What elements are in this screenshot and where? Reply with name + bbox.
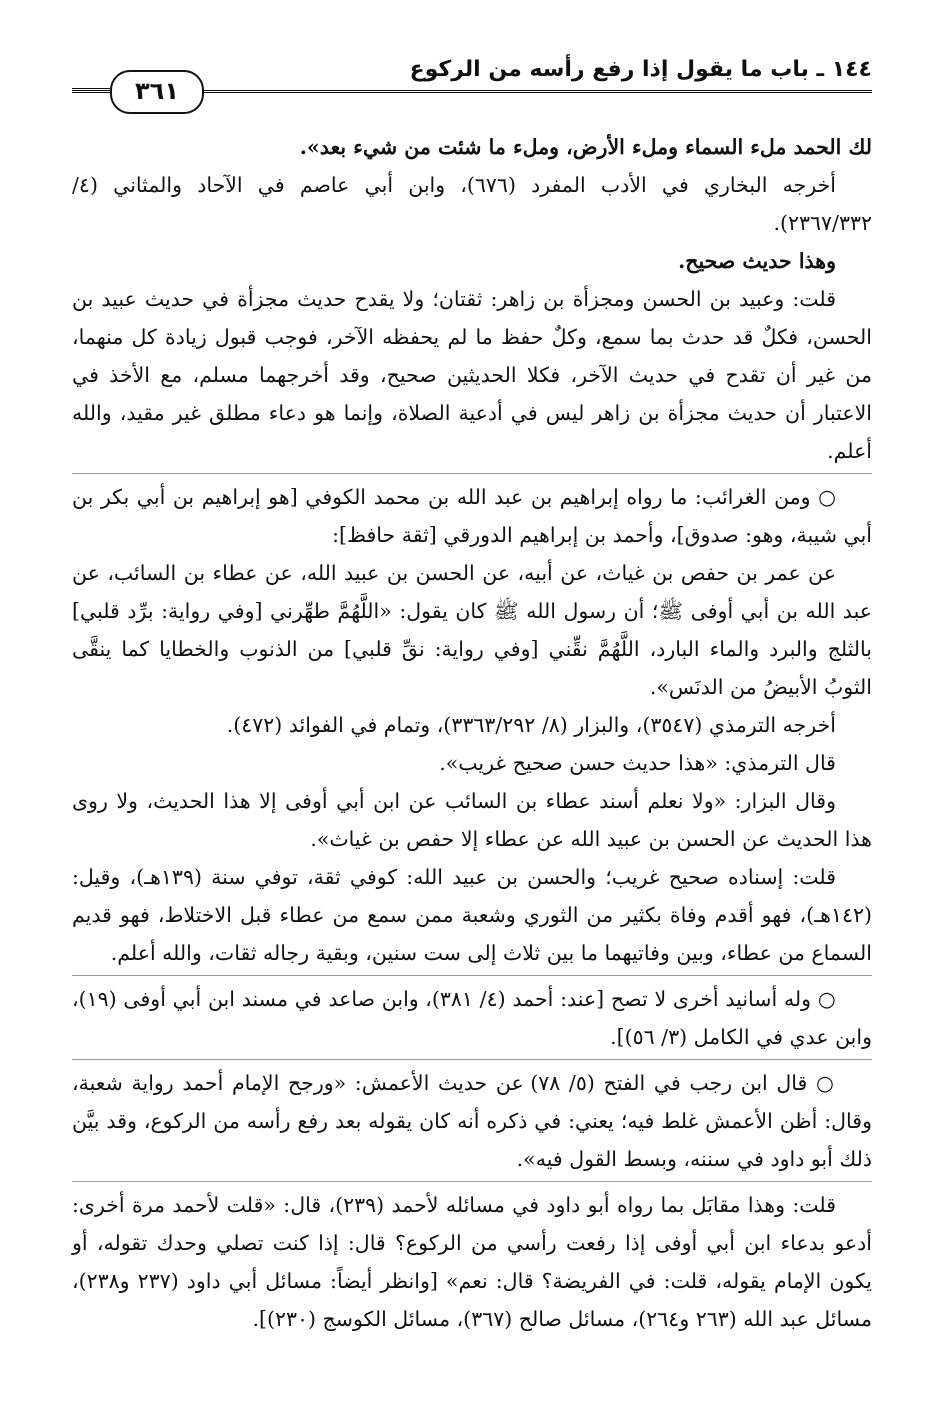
paragraph: ○ وله أسانيد أخرى لا تصح [عند: أحمد (٤/ ٣٨١)، وابن صاعد في مسند ابن أبي أوفى (١٩)، وابن عدي في الكامل (٣/ ٥٦)]. (72, 987, 872, 1049)
paragraph: أخرجه البخاري في الأدب المفرد (٦٧٦)، وابن أبي عاصم في الآحاد والمثاني (٤/ ٢٣٦٧/٣٣٢). (72, 173, 872, 235)
paragraph-divider (72, 975, 872, 976)
paragraph: ○ ومن الغرائب: ما رواه إبراهيم بن عبد الله بن محمد الكوفي [هو إبراهيم بن أبي بكر بن أبي شيبة، وهو: صدوق]، وأحمد بن إبراهيم الدورقي [ثقة حافظ]: (72, 485, 872, 547)
paragraph: وهذا حديث صحيح. (678, 249, 836, 273)
paragraph-divider (72, 473, 872, 474)
chapter-title: ١٤٤ ـ باب ما يقول إذا رفع رأسه من الركوع (409, 57, 872, 82)
header-left-ornament (72, 88, 110, 91)
paragraph: وقال البزار: «ولا نعلم أسند عطاء بن السائب عن ابن أبي أوفى إلا هذا الحديث، ولا روى هذا الحديث عن الحسن بن عبيد الله عن عطاء إلا حفص بن غياث». (72, 789, 872, 851)
paragraph: لك الحمد ملء السماء وملء الأرض، وملء ما شئت من شيء بعد». (299, 135, 872, 159)
paragraph: قلت: وعبيد بن الحسن ومجزأة بن زاهر: ثقتان؛ ولا يقدح حديث مجزأة في حديث عبيد بن الحسن، فكلٌ قد حدث بما سمع، وكلٌ حفظ ما لم يحفظه الآخر، فوجب قبول زيادة كل منهما، من غير أن تقدح في حديث الآخر، فكلا الحديثين صحيح، وقد أخرجهما مسلم، مع الأخذ في الاعتبار أن حديث مجزأة بن زاهر ليس في أدعية الصلاة، وإنما هو دعاء مطلق غير مقيد، والله أعلم. (72, 287, 872, 463)
paragraph: قلت: إسناده صحيح غريب؛ والحسن بن عبيد الله: كوفي ثقة، توفي سنة (١٣٩هـ)، وقيل: (١٤٢هـ)، فهو أقدم وفاة بكثير من الثوري وشعبة ممن سمع من عطاء قبل الاختلاط، فهو قديم السماع من عطاء، وبين وفاتيهما ما بين ثلاث إلى ست سنين، وبقية رجاله ثقات، والله أعلم. (72, 865, 872, 965)
page-body (72, 128, 872, 1338)
paragraph: قال الترمذي: «هذا حديث حسن صحيح غريب». (439, 751, 836, 775)
paragraph: ○ قال ابن رجب في الفتح (٥/ ٧٨) عن حديث الأعمش: «ورجح الإمام أحمد رواية شعبة، وقال: أظن الأعمش غلط فيه؛ يعني: في ذكره أنه كان يقوله بعد رفع رأسه من الركوع، وقد بيَّن ذلك أبو داود في سننه، وبسط القول فيه». (72, 1071, 872, 1171)
page-header (72, 48, 872, 110)
paragraph: قلت: وهذا مقابَل بما رواه أبو داود في مسائله لأحمد (٢٣٩)، قال: «قلت لأحمد مرة أخرى: أدعو بدعاء ابن أبي أوفى إذا رفعت رأسي من الركوع؟ قال: إذا كنت تصلي وحدك تقوله، أو يكون الإمام يقوله، قلت: في الفريضة؟ قال: نعم» [وانظر أيضاً: مسائل أبي داود (٢٣٧ و٢٣٨)، مسائل عبد الله (٢٦٣ و٢٦٤)، مسائل صالح (٣٦٧)، مسائل الكوسج (٢٣٠)]. (72, 1193, 872, 1331)
paragraph-divider (72, 1059, 872, 1060)
paragraph: عن عمر بن حفص بن غياث، عن أبيه، عن الحسن بن عبيد الله، عن عطاء بن السائب، عن عبد الله بن أبي أوفى ﷺ؛ أن رسول الله ﷺ كان يقول: «اللَّهُمَّ طهِّرني [وفي رواية: برِّد قلبي] بالثلج والبرد والماء البارد، اللَّهُمَّ نقِّني [وفي رواية: نقِّ قلبي] من الذنوب والخطايا كما ينقَّى الثوبُ الأبيضُ من الدنَس». (72, 561, 872, 699)
paragraph-divider (72, 1181, 872, 1182)
paragraph: أخرجه الترمذي (٣٥٤٧)، والبزار (٨/ ٣٣٦٣/٢٩٢)، وتمام في الفوائد (٤٧٢). (226, 713, 836, 737)
page-number: ٣٦١ (110, 70, 204, 114)
